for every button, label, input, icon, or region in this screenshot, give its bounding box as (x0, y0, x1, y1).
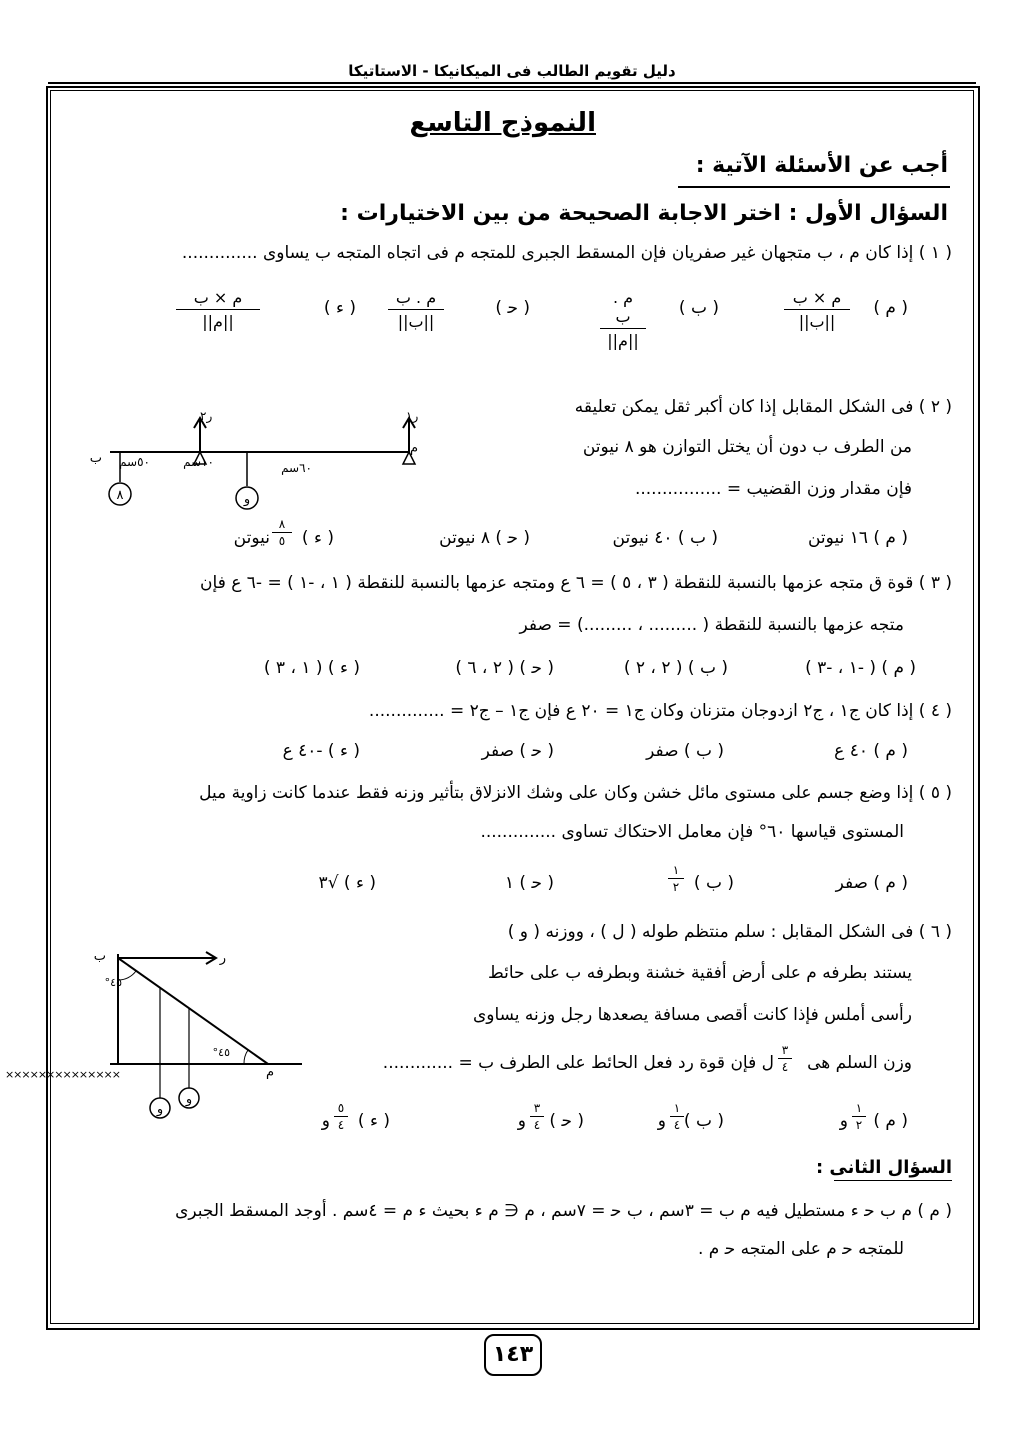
fig2-r1-label: ﺭ١ (406, 409, 419, 423)
page-title: النموذج التاسع (409, 108, 596, 138)
fig6-weight-1: و (156, 1102, 164, 1117)
q1-item5-line2: المستوى قياسها ٦٠° فإن معامل الاحتكاك تساوى .............. (480, 822, 904, 842)
fig2-weight-8: ٨ (116, 488, 124, 503)
q1-item6-line4b: ل فإن قوة رد فعل الحائط على الطرف ﺏ = ............. (382, 1053, 774, 1073)
q1-i6-c-frac: ٣ ٤ (530, 1101, 544, 1132)
fig6-weight-2: و (185, 1092, 193, 1107)
q1-item6-line3: رأسى أملس فإذا كانت أقصى مسافة يصعدها رجل وزنه يساوى (472, 1005, 912, 1025)
q1-i6-a-label: ( ﻡ ) (873, 1111, 908, 1131)
fig2-weight-w: و (243, 492, 251, 507)
q1-item2-line2: من الطرف ﺏ دون أن يختل التوازن هو ٨ نيوتن (582, 437, 912, 457)
q1-item1-text: ( ١ ) إذا كان ﻡ ، ﺏ متجهان غير صفريان فإن المسقط الجبرى للمتجه ﻡ فى اتجاه المتجه ﺏ يساوى .............. (181, 243, 952, 263)
fig2-dist1: ٦٠سم (281, 461, 312, 475)
q1-i2-a: ( ﻡ ) ١٦ نيوتن (807, 528, 908, 548)
q1-item2-line3: فإن مقدار وزن القضيب = ................ (634, 479, 912, 499)
q1-item6-line4-frac: ٣ ٤ (778, 1043, 792, 1074)
q1-i2-d-frac: ٨ ٥ (272, 517, 292, 548)
q1-i5-a: ( ﻡ ) صفر (835, 873, 908, 893)
q1-i6-b-frac: ١ ٤ (670, 1101, 684, 1132)
q1-i6-b-w: و (657, 1111, 666, 1131)
q2-line1: ( ﻡ ) ﻡ ﺏ ﺣ ﺀ مستطيل فيه ﻡ ﺏ = ٣سم ، ﺏ ﺣ = ٧سم ، ﻡ ∈ ﻡ ﺀ بحيث ﺀ ﻡ = ٤سم . أوجد المسقط الجبرى (175, 1201, 952, 1221)
fig2-dist3: ٥٠سم (119, 455, 150, 469)
q1-i5-b-label: ( ﺏ ) (693, 873, 734, 893)
q1-item6-line4a: وزن السلم هى (807, 1053, 912, 1073)
q1-item6-line1: ( ٦ ) فى الشكل المقابل : سلم منتظم طوله ( ل ) ، ووزنه ( و ) (507, 922, 952, 942)
fig6-point-b: ﺏ (93, 949, 106, 964)
q1-i5-d: ( ﺀ ) √٣ (318, 873, 376, 893)
q1-i6-b-label: ( ﺏ ) (683, 1111, 724, 1131)
q1-i4-c: ( ﺣ ) صفر (481, 741, 554, 761)
q2-heading: السؤال الثانى : (815, 1157, 952, 1178)
q1-i1-a-frac: ﻡ × ﺏ ||ﺏ|| (784, 288, 850, 331)
instruction: أجب عن الأسئلة الآتية : (695, 153, 948, 178)
q1-item6-line2: يستند بطرفه ﻡ على أرض أفقية خشنة وبطرفه ﺏ على حائط (488, 963, 912, 983)
instruction-underline (678, 186, 950, 188)
q1-i1-a-label: ( ﻡ ) (873, 298, 908, 318)
fig6-angle-top: ٤٥° (104, 976, 122, 989)
fig6-force-r: ﺭ (219, 951, 226, 966)
fig2-point-b: ﺏ (89, 451, 102, 466)
q1-item4-line1: ( ٤ ) إذا كان ج١ ، ج٢ ازدوجان متزنان وكان ج١ = ٢٠ ع فإن ج١ – ج٢ = .............. (368, 701, 952, 721)
page-number: ١٤٣ (484, 1334, 542, 1376)
fig6-angle-bottom: ٤٥° (212, 1046, 230, 1059)
fig2-dist2: ١٠سم (183, 455, 214, 469)
q1-i6-d-label: ( ﺀ ) (357, 1111, 390, 1131)
q1-i4-a: ( ﻡ ) ٤٠ ع (834, 741, 908, 761)
q1-i1-c-label: ( ﺣ ) (495, 298, 530, 318)
fig6-ground-hatch: ×××××××××××××× (4, 1068, 120, 1081)
q1-i1-d-frac: ﻡ × ﺏ ||ﻡ|| (176, 288, 260, 331)
q1-i1-d-label: ( ﺀ ) (323, 298, 356, 318)
q1-item3-line1: ( ٣ ) قوة ق متجه عزمها بالنسبة للنقطة ( ٣ ، ٥ ) = ٦ ع ومتجه عزمها بالنسبة للنقطة ( ١ ، -١ ) = -٦ ع فإن (200, 573, 952, 593)
q1-i1-c-frac: ﻡ . ﺏ ||ﺏ|| (388, 288, 444, 331)
q1-i3-d: ( ﺀ ) ( ١ ، ٣ ) (263, 658, 360, 678)
q1-i6-d-w: و (321, 1111, 330, 1131)
fig6-point-a: ﻡ (265, 1065, 274, 1080)
lever-figure (80, 410, 440, 514)
q1-i6-a-w: و (839, 1111, 848, 1131)
q1-item2-line1: ( ٢ ) فى الشكل المقابل إذا كان أكبر ثقل يمكن تعليقه (574, 397, 952, 417)
q1-i6-d-frac: ٥ ٤ (334, 1101, 348, 1132)
q1-i6-c-label: ( ﺣ ) (549, 1111, 584, 1131)
ladder-figure (4, 938, 310, 1120)
q1-i2-d-label: ( ﺀ ) (301, 528, 334, 548)
q1-i6-a-frac: ١ ٢ (852, 1101, 866, 1132)
q1-heading: السؤال الأول : اختر الاجابة الصحيحة من بين الاختيارات : (340, 201, 948, 226)
page-header: دليل تقويم الطالب فى الميكانيكا - الاستاتيكا (348, 62, 676, 80)
q1-i3-c: ( ﺣ ) ( ٢ ، ٦ ) (455, 658, 554, 678)
q1-i2-c: ( ﺣ ) ٨ نيوتن (439, 528, 530, 548)
fig2-r2-label: ﺭ٢ (200, 409, 213, 423)
q1-i4-d: ( ﺀ ) -٤٠ ع (282, 741, 360, 761)
q1-i2-d-unit: نيوتن (233, 528, 270, 548)
q1-item5-line1: ( ٥ ) إذا وضع جسم على مستوى مائل خشن وكان على وشك الانزلاق بتأثير وزنه فقط عندما كانت زاوية ميل (199, 783, 952, 803)
q1-i3-a: ( ﻡ ) ( -١ ، -٣ ) (805, 658, 916, 678)
q1-i5-c: ( ﺣ ) ١ (504, 873, 554, 893)
fig2-point-a: ﻡ (409, 441, 418, 456)
q1-i4-b: ( ﺏ ) صفر (646, 741, 724, 761)
q2-line2: للمتجه ﺣ ﻡ على المتجه ﺣ ﻡ . (697, 1239, 904, 1259)
q1-item3-line2: متجه عزمها بالنسبة للنقطة ( ......... ، .........) = صفر (519, 615, 904, 635)
q1-i1-b-label: ( ﺏ ) (678, 298, 719, 318)
q1-i1-b-frac: ﻡ . ﺏ ||ﻡ|| (600, 288, 646, 350)
q1-i3-b: ( ﺏ ) ( ٢ ، ٢ ) (623, 658, 728, 678)
q1-i5-b-frac: ١ ٢ (668, 863, 684, 894)
q2-heading-underline (834, 1180, 952, 1181)
header-rule (48, 82, 976, 84)
q1-i2-b: ( ﺏ ) ٤٠ نيوتن (612, 528, 718, 548)
q1-i6-c-w: و (517, 1111, 526, 1131)
